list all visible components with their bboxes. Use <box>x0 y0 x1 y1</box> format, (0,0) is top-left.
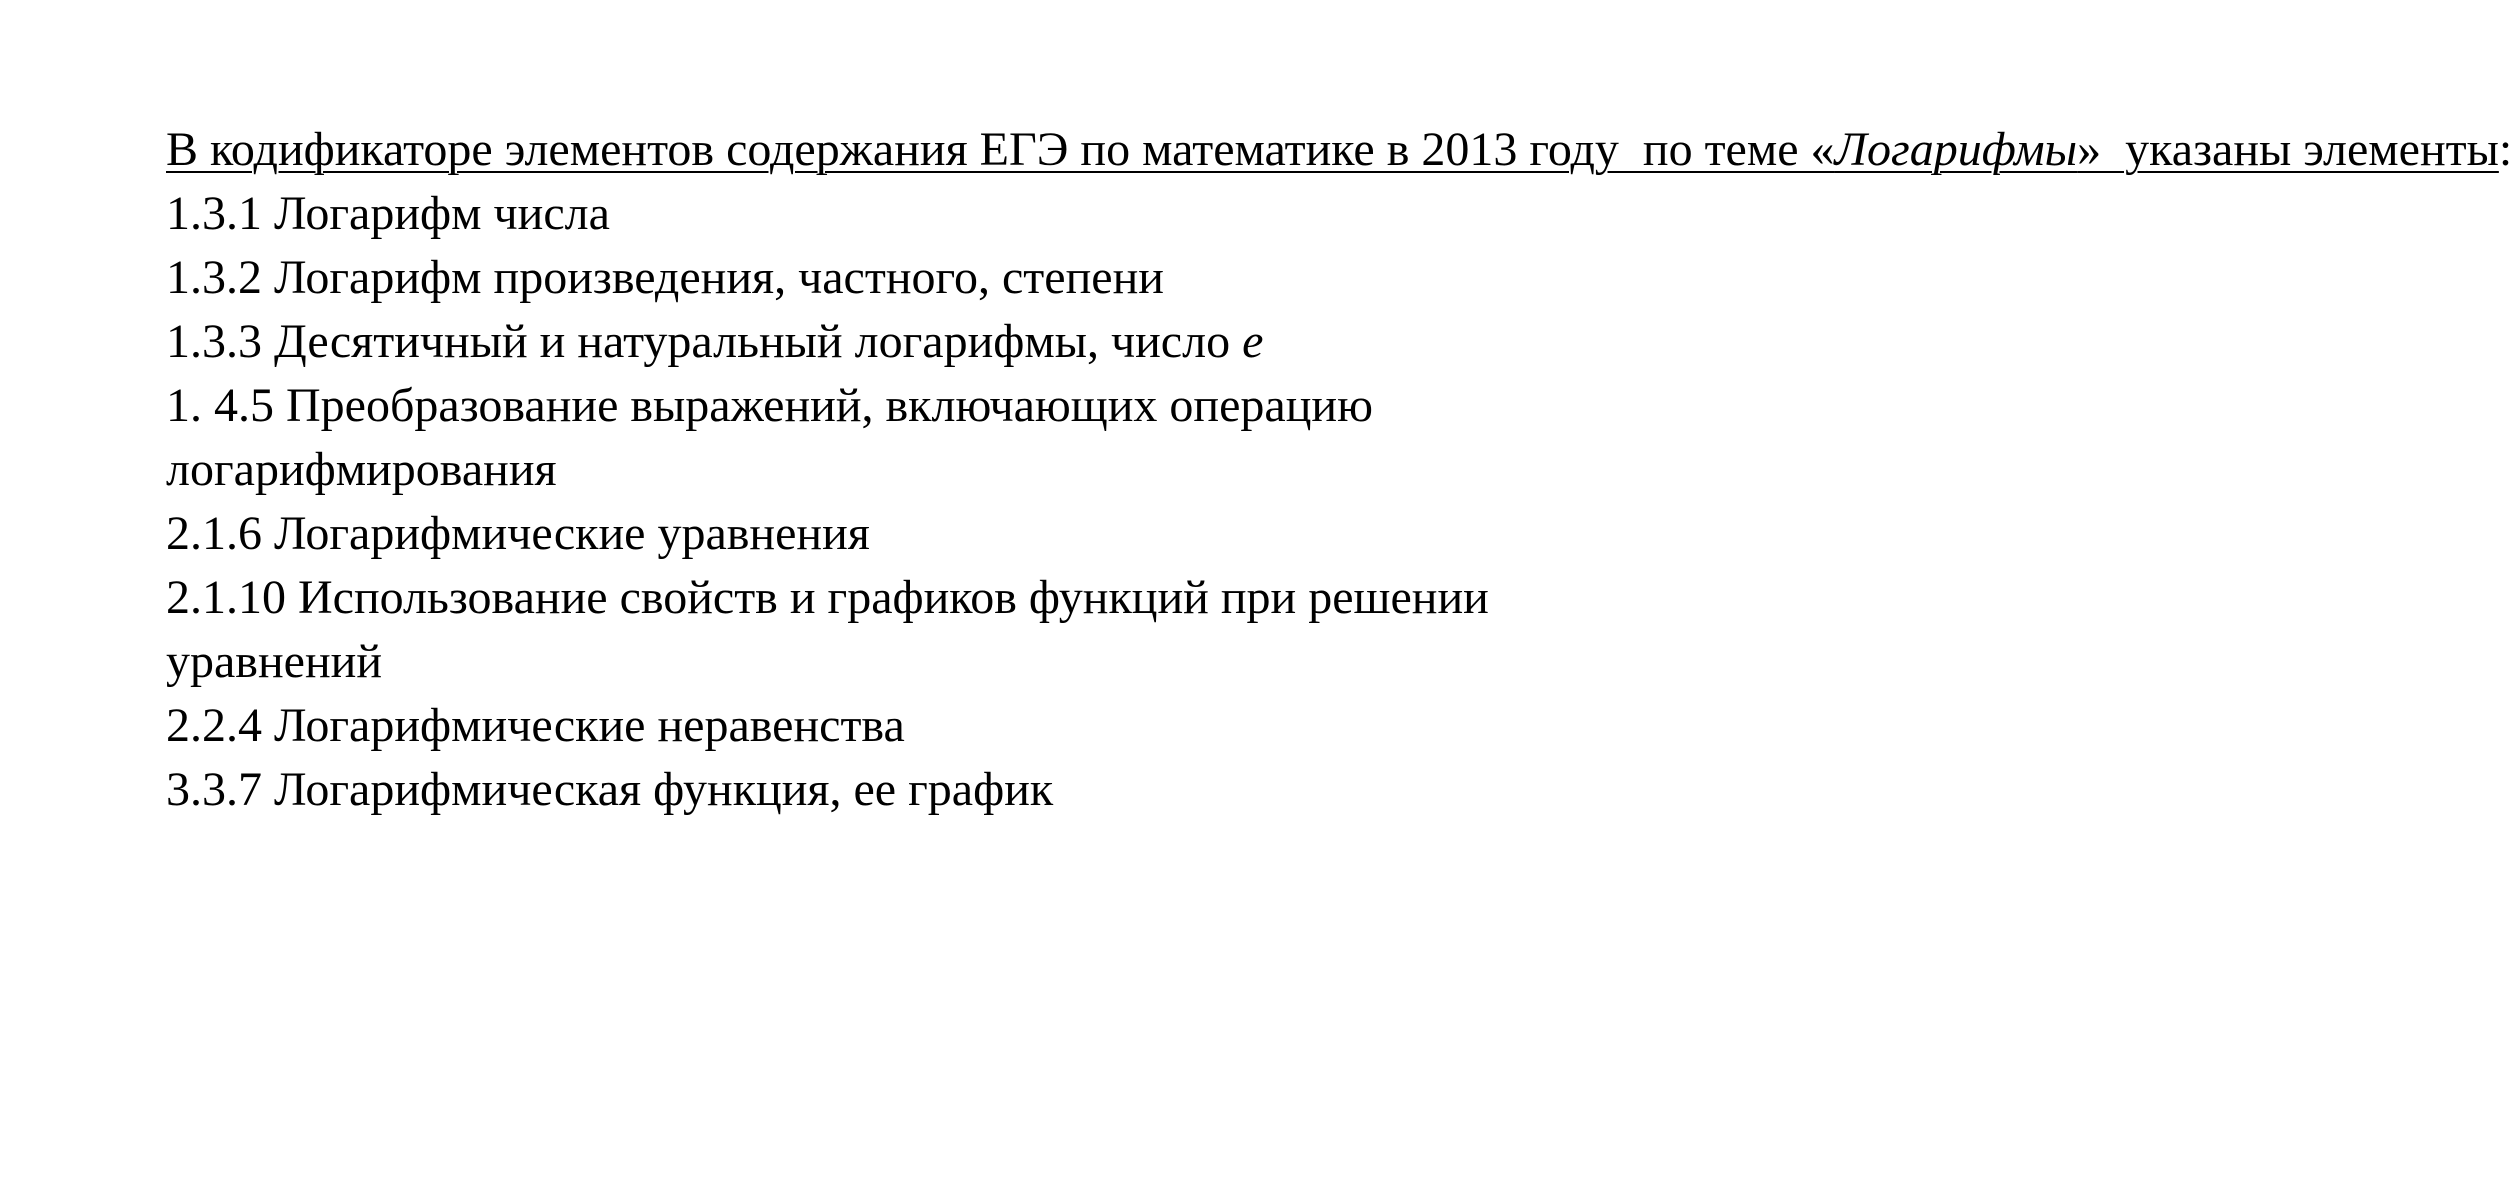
list-item <box>166 566 1586 694</box>
item-text: Преобразование выражений, включающих операцию логарифмирования <box>166 379 1373 496</box>
item-text: Десятичный и натуральный логарифмы, число <box>274 315 1243 368</box>
item-code: 2.2.4 <box>166 699 262 752</box>
item-code: 1.3.1 <box>166 187 262 240</box>
item-code: 2.1.6 <box>166 507 262 560</box>
element-list <box>166 182 1586 822</box>
list-item <box>166 374 1586 502</box>
item-code: 2.1.10 <box>166 571 286 624</box>
item-text: Логарифмические неравенства <box>274 699 905 752</box>
intro-text-part2: » указаны элементы <box>2077 123 2499 176</box>
item-code: 1. 4.5 <box>166 379 274 432</box>
item-code: 1.3.3 <box>166 315 262 368</box>
item-code: 1.3.2 <box>166 251 262 304</box>
slide-content <box>166 118 2512 822</box>
item-text: Использование свойств и графиков функций при решении уравнений <box>166 571 1489 688</box>
item-text: Логарифм произведения, частного, степени <box>274 251 1164 304</box>
item-text: Логарифм числа <box>274 187 610 240</box>
list-item <box>166 758 1586 822</box>
intro-paragraph <box>166 118 2512 182</box>
list-item <box>166 502 1586 566</box>
intro-topic: Логарифмы <box>1834 123 2078 176</box>
item-text: Логарифмическая функция, ее график <box>274 763 1054 816</box>
intro-text-part1: В кодификаторе элементов содержания ЕГЭ по математике в 2013 году по теме « <box>166 123 1835 176</box>
list-item <box>166 694 1586 758</box>
list-item <box>166 246 1586 310</box>
item-italic-e: e <box>1242 315 1264 368</box>
item-text: Логарифмические уравнения <box>274 507 870 560</box>
list-item <box>166 310 1586 374</box>
list-item <box>166 182 1586 246</box>
item-code: 3.3.7 <box>166 763 262 816</box>
intro-colon: : <box>2498 123 2512 176</box>
